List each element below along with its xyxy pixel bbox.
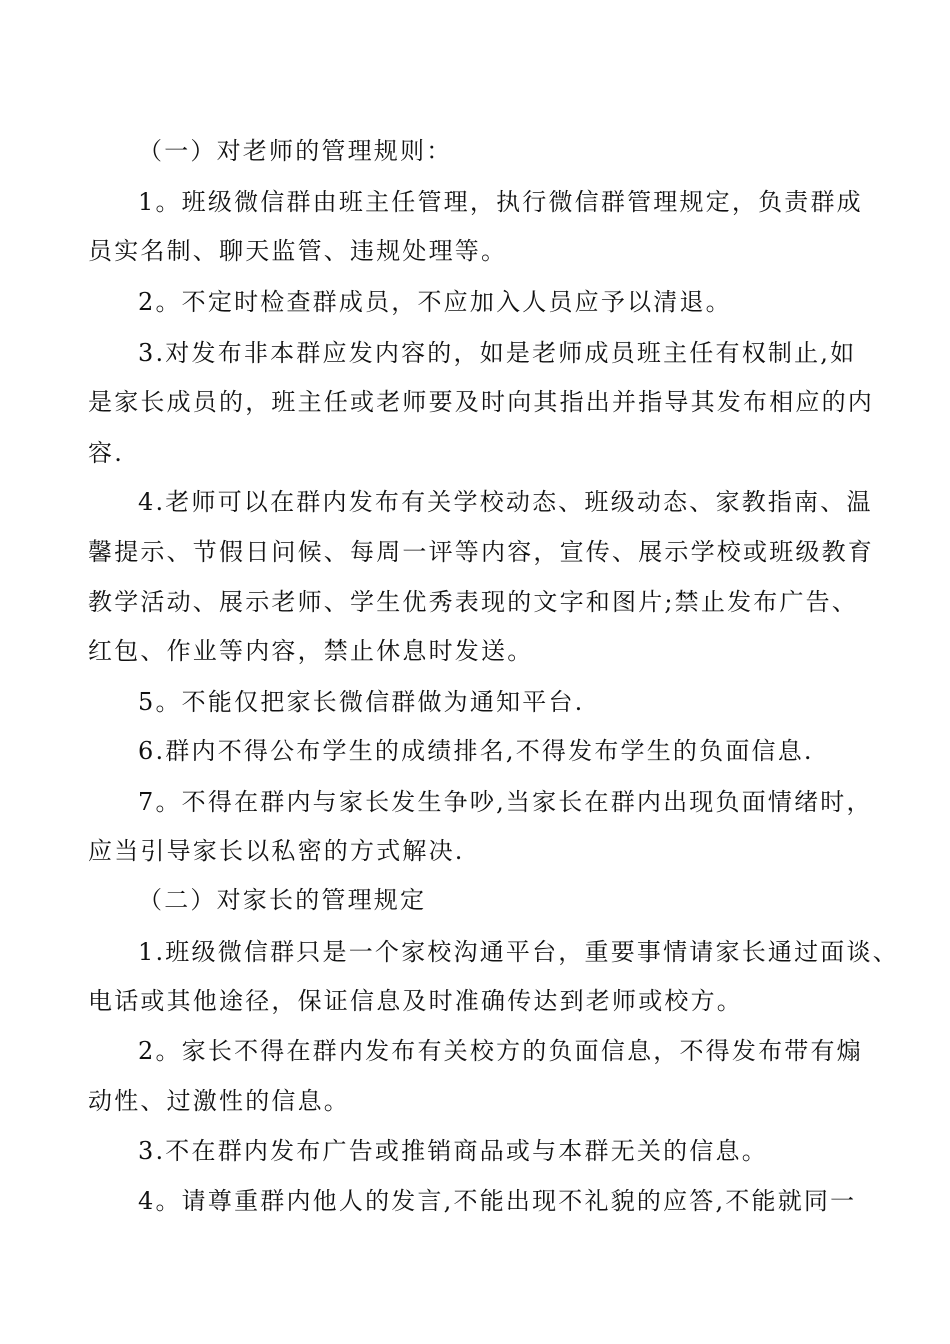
rule-line: 教学活动、展示老师、学生优秀表现的文字和图片;禁止发布广告、 <box>88 588 859 616</box>
rule-line: 7。不得在群内与家长发生争吵,当家长在群内出现负面情绪时， <box>138 788 873 816</box>
section-heading-parents: （二）对家长的管理规定 <box>138 886 427 914</box>
rule-line: 3.对发布非本群应发内容的，如是老师成员班主任有权制止,如 <box>138 339 857 367</box>
rule-line: 容. <box>88 439 125 467</box>
rule-line: 2。家长不得在群内发布有关校方的负面信息，不得发布带有煽 <box>138 1037 863 1065</box>
rule-line: 2。不定时检查群成员，不应加入人员应予以清退。 <box>138 288 732 316</box>
section-heading-teachers: （一）对老师的管理规则： <box>138 137 453 165</box>
rule-line: 3.不在群内发布广告或推销商品或与本群无关的信息。 <box>138 1137 768 1165</box>
rule-line: 1.班级微信群只是一个家校沟通平台，重要事情请家长通过面谈、 <box>138 938 899 966</box>
rule-line: 5。不能仅把家长微信群做为通知平台. <box>138 688 585 716</box>
rule-line: 动性、过激性的信息。 <box>88 1087 350 1115</box>
rule-line: 4。请尊重群内他人的发言,不能出现不礼貌的应答,不能就同一 <box>138 1187 857 1215</box>
rule-line: 6.群内不得公布学生的成绩排名,不得发布学生的负面信息. <box>138 737 814 765</box>
rule-line: 电话或其他途径，保证信息及时准确传达到老师或校方。 <box>88 987 743 1015</box>
rule-line: 员实名制、聊天监管、违规处理等。 <box>88 237 508 265</box>
rule-line: 应当引导家长以私密的方式解决. <box>88 837 465 865</box>
rule-line: 4.老师可以在群内发布有关学校动态、班级动态、家教指南、温 <box>138 488 873 516</box>
rule-line: 红包、作业等内容，禁止休息时发送。 <box>88 637 534 665</box>
rule-line: 是家长成员的，班主任或老师要及时向其指出并指导其发布相应的内 <box>88 388 874 416</box>
rule-line: 馨提示、节假日问候、每周一评等内容，宣传、展示学校或班级教育 <box>88 538 874 566</box>
rule-line: 1。班级微信群由班主任管理，执行微信群管理规定，负责群成 <box>138 188 863 216</box>
